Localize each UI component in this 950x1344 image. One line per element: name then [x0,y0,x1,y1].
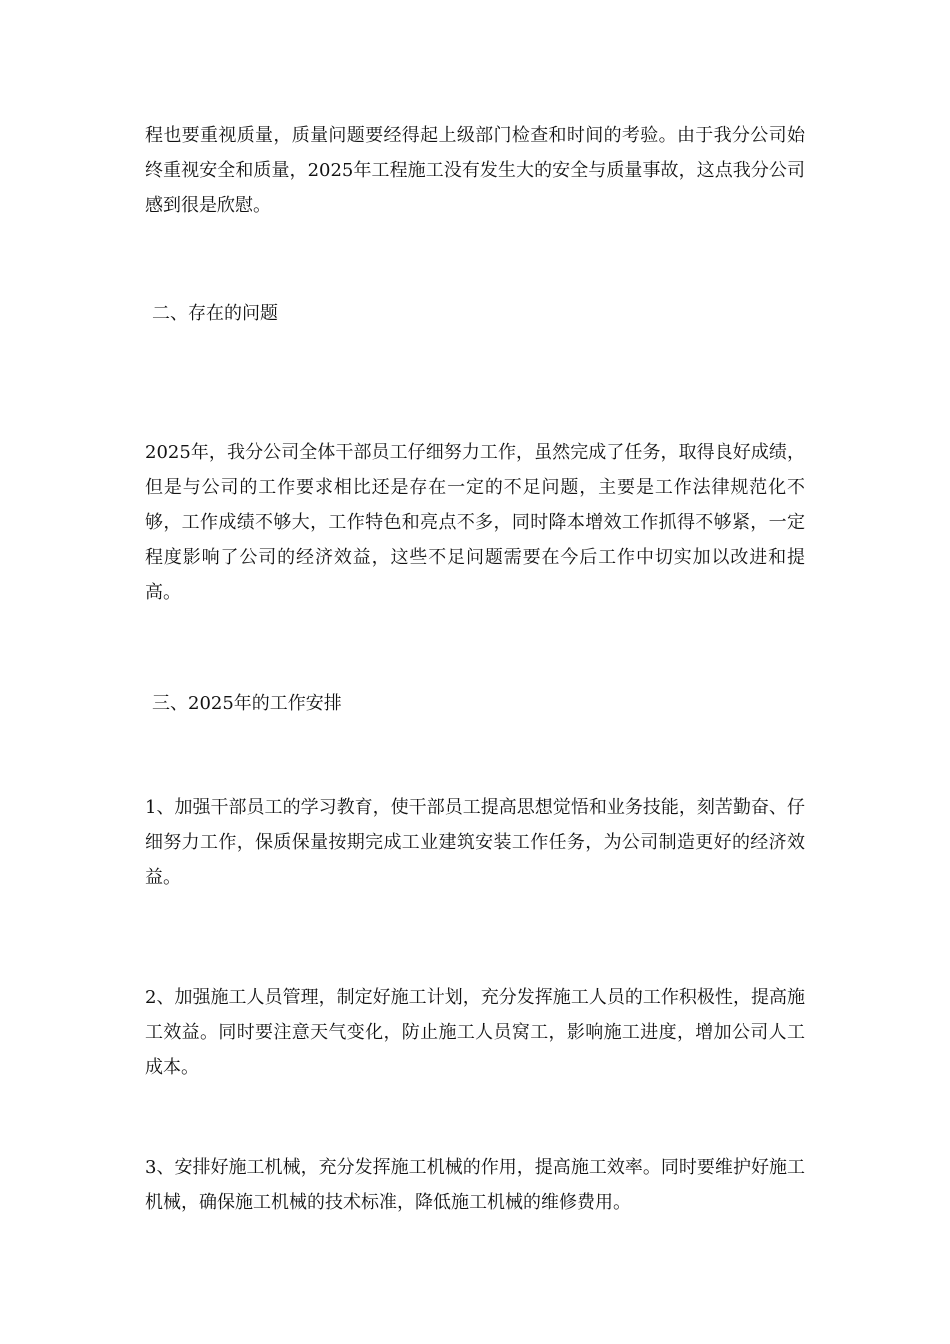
list-item-1: 1、加强干部员工的学习教育，使干部员工提高思想觉悟和业务技能，刻苦勤奋、仔细努力工作，保质保量按期完成工业建筑安装工作任务，为公司制造更好的经济效益。 [145,797,805,888]
paragraph-problems: 2025年，我分公司全体干部员工仔细努力工作，虽然完成了任务，取得良好成绩，但是与公司的工作要求相比还是存在一定的不足问题，主要是工作法律规范化不够，工作成绩不够大，工作特色和亮点不多，同时降本增效工作抓得不够紧，一定程度影响了公司的经济效益，这些不足问题需要在今后工作中切实加以改进和提高。 [145,442,805,603]
paragraph-intro: 程也要重视质量，质量问题要经得起上级部门检查和时间的考验。由于我分公司始终重视安全和质量，2025年工程施工没有发生大的安全与质量事故，这点我分公司感到很是欣慰。 [145,125,805,216]
heading-problems: 二、存在的问题 [152,303,278,324]
list-item-3: 3、安排好施工机械，充分发挥施工机械的作用，提高施工效率。同时要维护好施工机械，确保施工机械的技术标准，降低施工机械的维修费用。 [145,1157,805,1213]
list-item-2: 2、加强施工人员管理，制定好施工计划，充分发挥施工人员的工作积极性，提高施工效益。同时要注意天气变化，防止施工人员窝工，影响施工进度，增加公司人工成本。 [145,987,805,1078]
heading-plan: 三、2025年的工作安排 [152,693,342,714]
